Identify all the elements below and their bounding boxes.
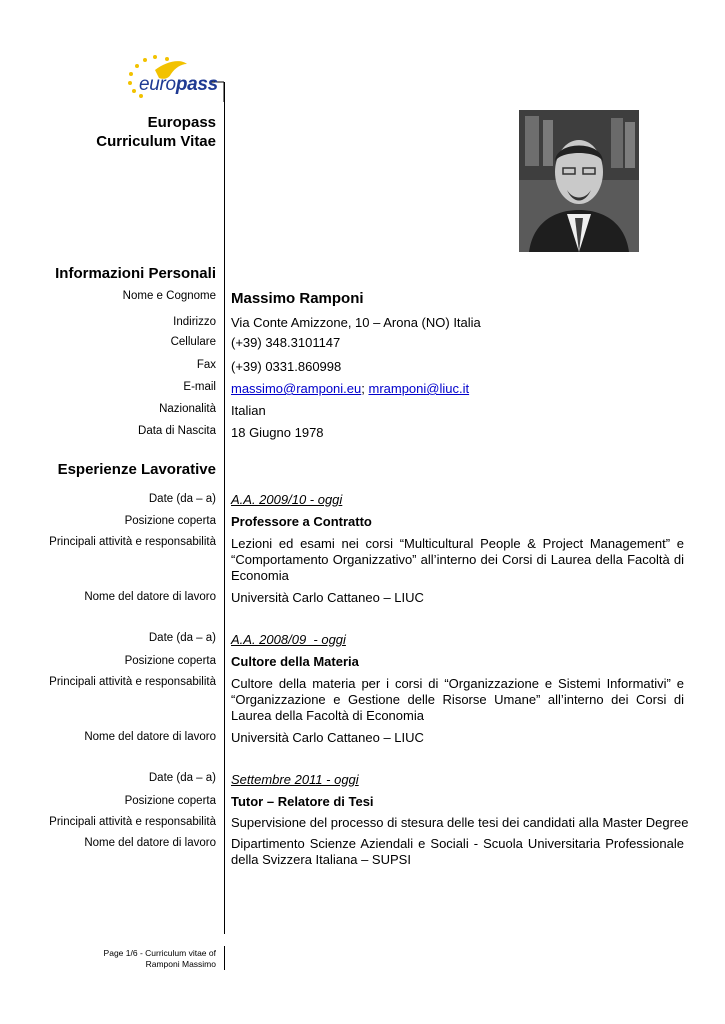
dates-label: Date (da – a): [148, 632, 216, 644]
birth-value: 18 Giugno 1978: [231, 425, 324, 440]
cv-title-line1: Europass: [147, 114, 216, 131]
position-label: Posizione coperta: [124, 515, 216, 527]
position-label: Posizione coperta: [124, 655, 216, 667]
section-personal-info: Informazioni Personali: [55, 265, 216, 282]
email-link-2[interactable]: mramponi@liuc.it: [368, 381, 470, 396]
logo-text-bold: pass: [175, 74, 218, 95]
mobile-label: Cellulare: [170, 336, 216, 348]
email-label: E-mail: [183, 381, 216, 393]
activities-label: Principali attività e responsabilità: [49, 536, 216, 548]
employer-label: Nome del datore di lavoro: [84, 591, 216, 603]
page-footer: [104, 948, 216, 970]
footer-line2: Ramponi Massimo: [145, 959, 216, 969]
activities-label: Principali attività e responsabilità: [49, 816, 216, 828]
profile-photo: [519, 110, 639, 252]
address-value: Via Conte Amizzone, 10 – Arona (NO) Italia: [231, 315, 481, 330]
nationality-label: Nazionalità: [159, 403, 216, 415]
email-separator: ;: [361, 381, 369, 396]
job-employer: Dipartimento Scienze Aziendali e Sociali - Scuola Universitaria Professionale della Svizzera Italiana – SUPSI: [231, 836, 684, 867]
job-employer: Università Carlo Cattaneo – LIUC: [231, 590, 424, 605]
job-activities: Cultore della materia per i corsi di “Organizzazione e Sistemi Informativi” e “Organizzazione e Gestione delle Risorse Umane” all’interno dei Corsi di Laurea della Facoltà di Economia: [231, 676, 684, 723]
name-label: Nome e Cognome: [122, 290, 216, 302]
logo-text-light: euro: [139, 74, 176, 95]
mobile-value: (+39) 348.3101147: [231, 335, 341, 350]
address-label: Indirizzo: [173, 316, 216, 328]
job-employer: Università Carlo Cattaneo – LIUC: [231, 730, 424, 745]
fax-value: (+39) 0331.860998: [231, 359, 342, 374]
footer-divider: [224, 946, 225, 970]
full-name: Massimo Ramponi: [231, 290, 364, 307]
job-dates: A.A. 2008/09 - oggi: [231, 632, 346, 647]
portrait-image: [519, 110, 639, 252]
dates-label: Date (da – a): [148, 772, 216, 784]
job-position: Cultore della Materia: [231, 654, 359, 669]
column-divider: [224, 82, 225, 934]
europass-logo: [125, 52, 225, 102]
position-label: Posizione coperta: [124, 795, 216, 807]
job-activities: Lezioni ed esami nei corsi “Multicultural People & Project Management” e “Comportamento Organizzativo” all’interno dei Corsi di Laurea della Facoltà di Economia: [231, 536, 684, 583]
job-position: Tutor – Relatore di Tesi: [231, 794, 374, 809]
activities-label: Principali attività e responsabilità: [49, 676, 216, 688]
job-activities: Supervisione del processo di stesura delle tesi dei candidati alla Master Degree: [231, 815, 689, 830]
dates-label: Date (da – a): [148, 493, 216, 505]
section-work-experience: Esperienze Lavorative: [57, 461, 216, 478]
cv-title-line2: Curriculum Vitae: [96, 133, 216, 150]
email-link-1[interactable]: massimo@ramponi.eu: [231, 381, 362, 396]
footer-line1: Page 1/6 - Curriculum vitae of: [103, 948, 216, 958]
job-position: Professore a Contratto: [231, 514, 372, 529]
email-value: [231, 381, 469, 397]
nationality-value: Italian: [231, 403, 266, 418]
fax-label: Fax: [196, 359, 216, 371]
employer-label: Nome del datore di lavoro: [84, 731, 216, 743]
cv-title: [16, 113, 216, 151]
job-dates: Settembre 2011 - oggi: [231, 772, 359, 787]
birth-label: Data di Nascita: [138, 425, 216, 437]
job-dates: A.A. 2009/10 - oggi: [231, 492, 343, 507]
employer-label: Nome del datore di lavoro: [84, 837, 216, 849]
